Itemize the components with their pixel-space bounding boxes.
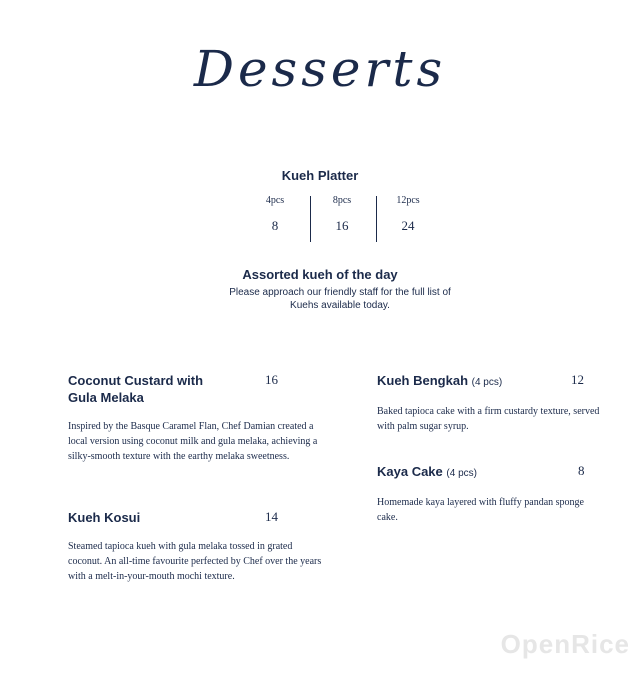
platter-divider	[310, 196, 311, 242]
item-price: 12	[571, 372, 584, 387]
item-name	[377, 463, 597, 482]
platter-heading: Kueh Platter	[281, 168, 359, 183]
platter-size-price: 24	[401, 218, 415, 233]
item-name-text: Kaya Cake	[377, 464, 443, 479]
platter-size-price: 8	[271, 218, 279, 233]
menu-item-coconut-custard	[68, 372, 323, 464]
platter-size-label: 12pcs	[396, 195, 420, 206]
item-price: 8	[578, 463, 585, 478]
platter-size-label: 8pcs	[332, 195, 352, 206]
item-description: Inspired by the Basque Caramel Flan, Chef Damian created a local version using coconut milk and gula melaka, achieving a silky-smooth texture with the earthy melaka sweetness.	[68, 421, 318, 462]
menu-item-kueh-kosui	[68, 509, 323, 584]
item-name-text: Kueh Bengkah	[377, 373, 469, 388]
item-price: 16	[265, 372, 278, 387]
menu-item-kueh-bengkah	[377, 372, 617, 434]
platter-divider	[376, 196, 377, 242]
item-name: Kueh Kosui	[68, 510, 141, 525]
item-name: Coconut Custard with Gula Melaka	[68, 373, 204, 405]
menu-item-kaya-cake	[377, 463, 597, 525]
platter-size-8	[312, 195, 372, 234]
item-quantity: (4 pcs)	[471, 377, 503, 388]
item-quantity: (4 pcs)	[446, 468, 477, 479]
platter-size-12	[378, 195, 438, 234]
platter-size-label: 4pcs	[265, 195, 285, 206]
openrice-watermark: OpenRice	[500, 629, 630, 659]
item-description: Steamed tapioca kueh with gula melaka tossed in grated coconut. An all-time favourite perfected by Chef over the years with a melt-in-your-mouth mochi texture.	[68, 541, 322, 582]
page-title: Desserts	[193, 40, 447, 98]
assorted-description: Please approach our friendly staff for the full list of Kuehs available today.	[229, 287, 451, 311]
assorted-heading: Assorted kueh of the day	[242, 267, 398, 282]
item-price: 14	[265, 509, 278, 524]
platter-size-price: 16	[335, 218, 349, 233]
item-description: Baked tapioca cake with a firm custardy texture, served with palm sugar syrup.	[377, 406, 600, 432]
platter-size-4	[245, 195, 305, 234]
item-description: Homemade kaya layered with fluffy pandan sponge cake.	[377, 497, 584, 523]
